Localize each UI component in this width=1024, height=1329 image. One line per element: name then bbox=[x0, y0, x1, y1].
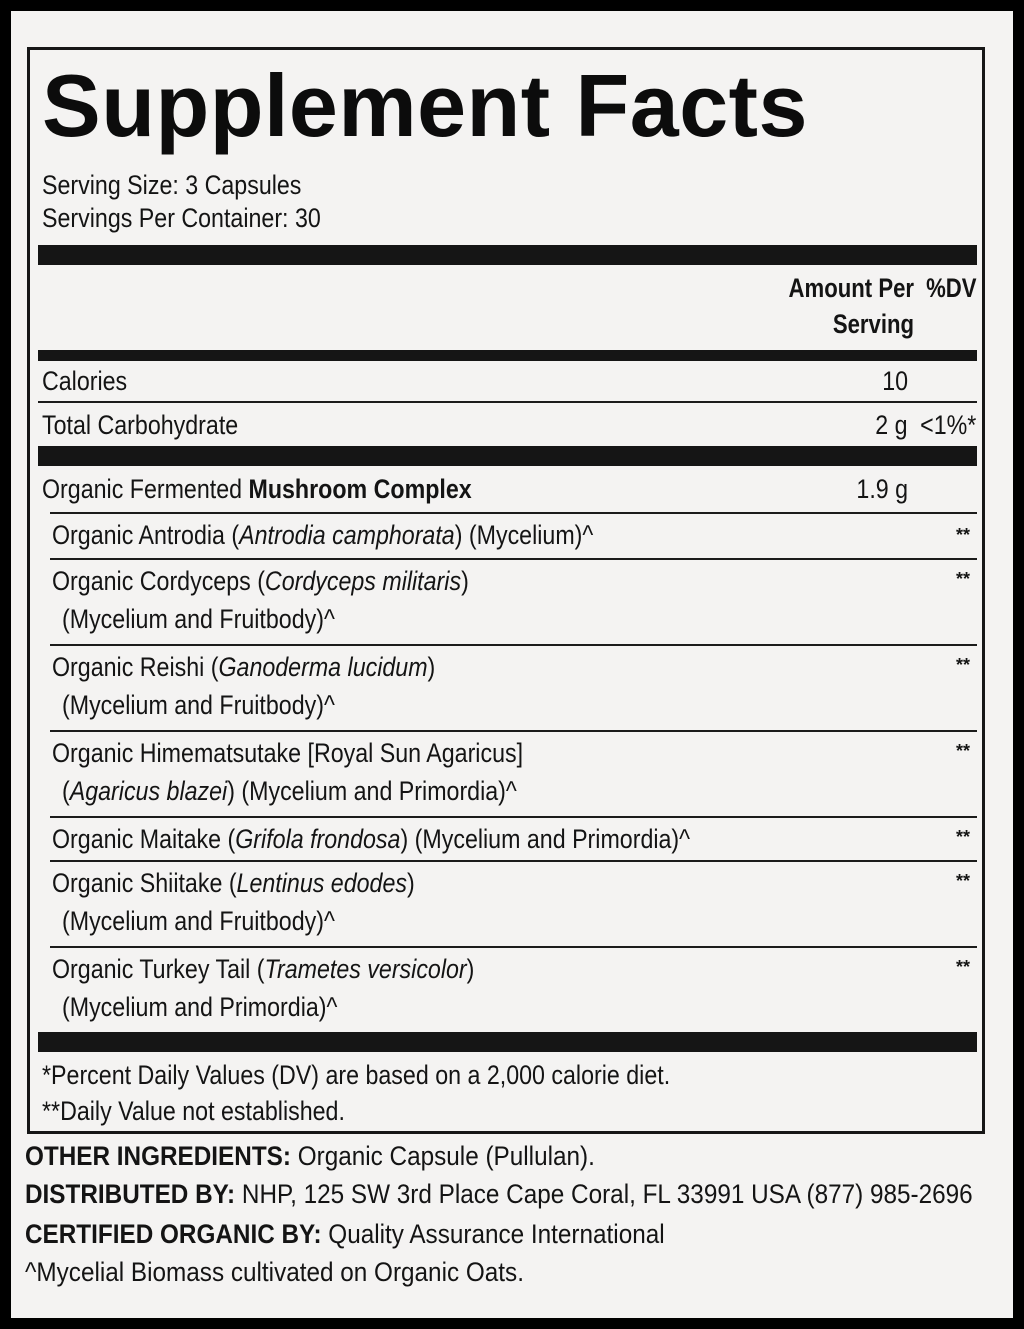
ingredient-himematsutake-line2: (Agaricus blazei) (Mycelium and Primordia)^ bbox=[62, 776, 517, 806]
thick-divider-top bbox=[38, 245, 977, 265]
distributed-by bbox=[25, 1177, 973, 1211]
mushroom-complex-label bbox=[42, 472, 472, 506]
ingredient-text: Organic Maitake ( bbox=[52, 824, 236, 854]
ingredient-reishi-line2: (Mycelium and Fruitbody)^ bbox=[62, 690, 335, 720]
ingredient-himematsutake: Organic Himematsutake [Royal Sun Agaricus] bbox=[52, 738, 524, 768]
ingredient-dv: ** bbox=[955, 525, 970, 545]
thick-divider-bottom bbox=[38, 1032, 977, 1052]
certified-by-text: Quality Assurance International bbox=[321, 1219, 665, 1249]
scientific-name: Trametes versicolor bbox=[264, 954, 467, 984]
ingredient-turkey-tail bbox=[52, 952, 474, 986]
certified-by-label: CERTIFIED ORGANIC BY: bbox=[25, 1219, 322, 1249]
ingredient-cordyceps-line2: (Mycelium and Fruitbody)^ bbox=[62, 604, 335, 634]
ingredient-dv: ** bbox=[955, 741, 970, 761]
calories-label: Calories bbox=[42, 366, 128, 396]
medium-divider bbox=[38, 350, 977, 361]
dv-footnote: *Percent Daily Values (DV) are based on a 2,000 calorie diet. bbox=[42, 1060, 671, 1090]
ingredient-shiitake bbox=[52, 866, 415, 900]
amount-per-header-1: Amount Per bbox=[788, 273, 914, 303]
distributed-by-text: NHP, 125 SW 3rd Place Cape Coral, FL 33991 USA (877) 985-2696 bbox=[235, 1179, 973, 1209]
ingredient-text: Organic Cordyceps ( bbox=[52, 566, 265, 596]
divider bbox=[50, 946, 977, 948]
scientific-name: Ganoderma lucidum bbox=[218, 652, 428, 682]
divider bbox=[50, 558, 977, 560]
scientific-name: Grifola frondosa bbox=[235, 824, 401, 854]
thick-divider-mid bbox=[38, 446, 977, 466]
scientific-name: Antrodia camphorata bbox=[239, 520, 455, 550]
ingredient-text: ) (Mycelium and Primordia)^ bbox=[400, 824, 691, 854]
ingredient-text: ) bbox=[466, 954, 475, 984]
dv-header: %DV bbox=[926, 273, 977, 303]
ingredient-cordyceps bbox=[52, 564, 469, 598]
supplement-label bbox=[11, 11, 1013, 1318]
divider bbox=[50, 512, 977, 514]
ingredient-reishi bbox=[52, 650, 435, 684]
distributed-by-label: DISTRIBUTED BY: bbox=[25, 1179, 236, 1209]
servings-per-container: Servings Per Container: 30 bbox=[42, 203, 321, 233]
ingredient-text: ) bbox=[427, 652, 436, 682]
other-ingredients-text: Organic Capsule (Pullulan). bbox=[290, 1141, 595, 1171]
ingredient-maitake bbox=[52, 822, 690, 856]
ingredient-text: Organic Turkey Tail ( bbox=[52, 954, 265, 984]
ingredient-text: ) bbox=[406, 868, 415, 898]
ingredient-text: ) (Mycelium)^ bbox=[454, 520, 594, 550]
divider bbox=[38, 401, 977, 403]
ingredient-antrodia bbox=[52, 518, 593, 552]
other-ingredients-label: OTHER INGREDIENTS: bbox=[25, 1141, 291, 1171]
ingredient-text: ) (Mycelium and Primordia)^ bbox=[227, 776, 517, 806]
ingredient-shiitake-line2: (Mycelium and Fruitbody)^ bbox=[62, 906, 335, 936]
total-carb-amount: 2 g bbox=[875, 410, 908, 440]
ingredient-dv: ** bbox=[955, 871, 970, 891]
serving-size: Serving Size: 3 Capsules bbox=[42, 170, 302, 200]
divider bbox=[50, 730, 977, 732]
divider bbox=[50, 860, 977, 862]
complex-prefix: Organic Fermented bbox=[42, 474, 249, 504]
page-title: Supplement Facts bbox=[42, 56, 808, 155]
scientific-name: Agaricus blazei bbox=[69, 776, 228, 806]
ingredient-dv: ** bbox=[955, 655, 970, 675]
divider bbox=[50, 644, 977, 646]
ingredient-text: Organic Shiitake ( bbox=[52, 868, 237, 898]
total-carb-dv: <1%* bbox=[919, 410, 976, 440]
ingredient-turkey-tail-line2: (Mycelium and Primordia)^ bbox=[62, 992, 338, 1022]
mycelial-note: ^Mycelial Biomass cultivated on Organic Oats. bbox=[25, 1257, 524, 1287]
other-ingredients bbox=[25, 1139, 595, 1173]
calories-amount: 10 bbox=[882, 366, 908, 396]
mushroom-complex-amount: 1.9 g bbox=[856, 474, 908, 504]
scientific-name: Lentinus edodes bbox=[236, 868, 407, 898]
amount-per-header-2: Serving bbox=[832, 309, 914, 339]
ingredient-text: Organic Reishi ( bbox=[52, 652, 219, 682]
ingredient-dv: ** bbox=[955, 569, 970, 589]
ingredient-dv: ** bbox=[955, 827, 970, 847]
certified-organic-by bbox=[25, 1217, 665, 1251]
complex-bold: Mushroom Complex bbox=[248, 474, 472, 504]
ingredient-text: ) bbox=[461, 566, 469, 596]
scientific-name: Cordyceps militaris bbox=[264, 566, 462, 596]
not-established-footnote: **Daily Value not established. bbox=[42, 1096, 345, 1126]
divider bbox=[50, 816, 977, 818]
ingredient-dv: ** bbox=[955, 957, 970, 977]
supplement-facts-panel bbox=[27, 47, 985, 1134]
total-carb-label: Total Carbohydrate bbox=[42, 410, 239, 440]
ingredient-text: Organic Antrodia ( bbox=[52, 520, 240, 550]
